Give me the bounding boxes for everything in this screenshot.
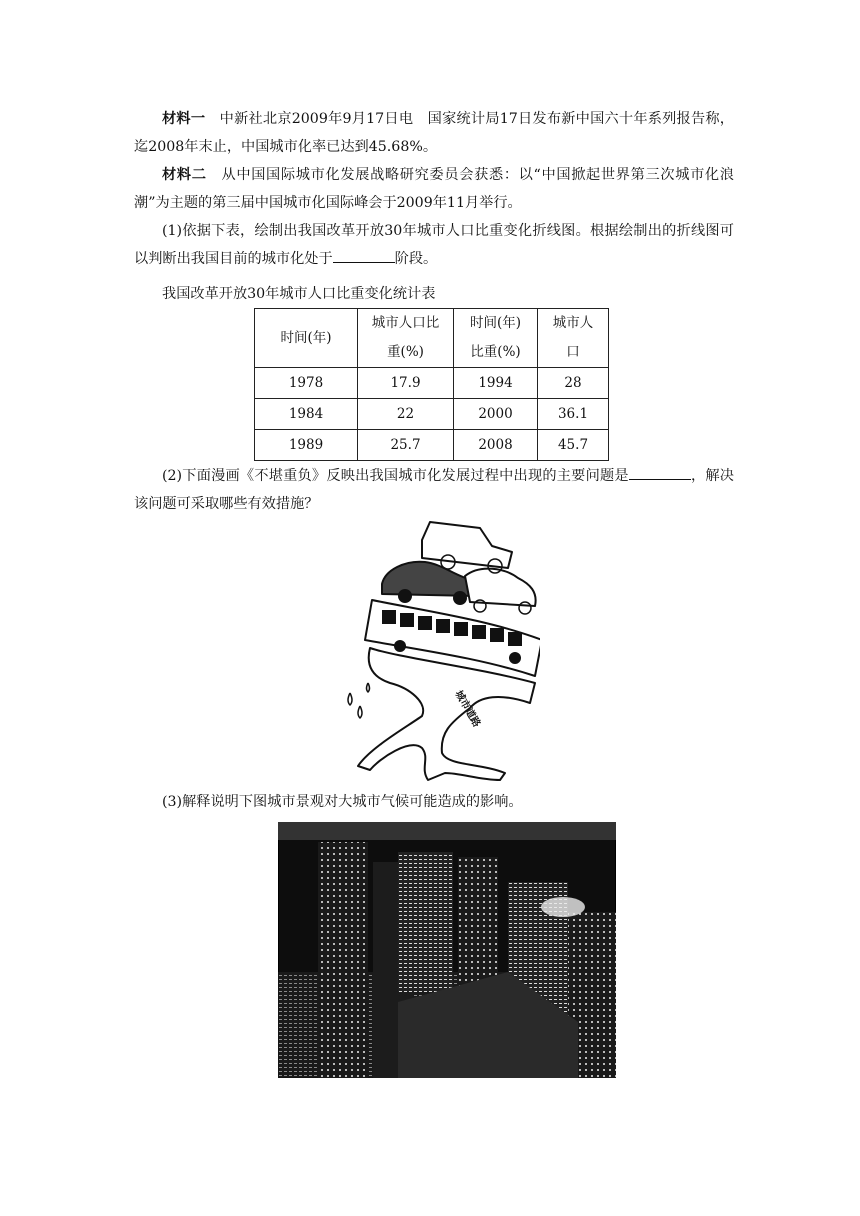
header-ratio-1: 城市人口比 重(%) xyxy=(358,309,454,368)
question-one-text: (1)依据下表，绘制出我国改革开放30年城市人口比重变化折线图。根据绘制出的折线图可以判断出我国目前的城市化处于 xyxy=(134,223,734,267)
table-caption: 我国改革开放30年城市人口比重变化统计表 xyxy=(162,286,436,302)
header-year-2: 时间(年) 比重(%) xyxy=(454,309,538,368)
city-night-photo xyxy=(278,822,616,1078)
overburdened-road-cartoon xyxy=(330,518,540,784)
table-cell: 1984 xyxy=(255,399,358,430)
table-cell: 2000 xyxy=(454,399,538,430)
road-label: 城市道路 xyxy=(452,689,482,730)
question-one-suffix: 阶段。 xyxy=(394,251,438,267)
car-right-illustration xyxy=(465,569,536,606)
table-cell: 22 xyxy=(358,399,454,430)
table-row xyxy=(255,399,609,430)
table-cell: 2008 xyxy=(454,430,538,461)
material-one xyxy=(134,105,734,161)
table-cell: 1989 xyxy=(255,430,358,461)
material-one-label: 材料一 xyxy=(162,111,206,127)
table-header-row xyxy=(255,309,609,368)
car-dark-illustration xyxy=(382,562,476,596)
material-one-text: 中新社北京2009年9月17日电 国家统计局17日发布新中国六十年系列报告称，迄2008年末止，中国城市化率已达到45.68%。 xyxy=(134,111,734,155)
question-three: (3)解释说明下图城市景观对大城市气候可能造成的影响。 xyxy=(162,794,523,810)
answer-blank-1[interactable] xyxy=(333,248,395,263)
material-two-label: 材料二 xyxy=(162,167,207,183)
table-cell: 25.7 xyxy=(358,430,454,461)
header-year-1: 时间(年) xyxy=(255,309,358,368)
question-two-suffix: ，解决该问题可采取哪些有效措施？ xyxy=(134,468,734,512)
urban-population-table xyxy=(254,308,609,461)
table-cell: 28 xyxy=(538,368,609,399)
question-one xyxy=(134,217,734,273)
table-cell: 1994 xyxy=(454,368,538,399)
question-two-text: (2)下面漫画《不堪重负》反映出我国城市化发展过程中出现的主要问题是 xyxy=(162,468,629,484)
table-row xyxy=(255,368,609,399)
table-cell: 36.1 xyxy=(538,399,609,430)
answer-blank-2[interactable] xyxy=(629,465,691,480)
table-row xyxy=(255,430,609,461)
question-two xyxy=(134,462,734,518)
table-cell: 1978 xyxy=(255,368,358,399)
table-cell: 17.9 xyxy=(358,368,454,399)
car-top-illustration xyxy=(422,522,512,568)
header-ratio-2: 城市人 口 xyxy=(538,309,609,368)
material-two xyxy=(134,161,734,217)
table-cell: 45.7 xyxy=(538,430,609,461)
material-two-text: 从中国国际城市化发展战略研究委员会获悉：以“中国掀起世界第三次城市化浪潮”为主题的第三届中国城市化国际峰会于2009年11月举行。 xyxy=(134,167,734,211)
